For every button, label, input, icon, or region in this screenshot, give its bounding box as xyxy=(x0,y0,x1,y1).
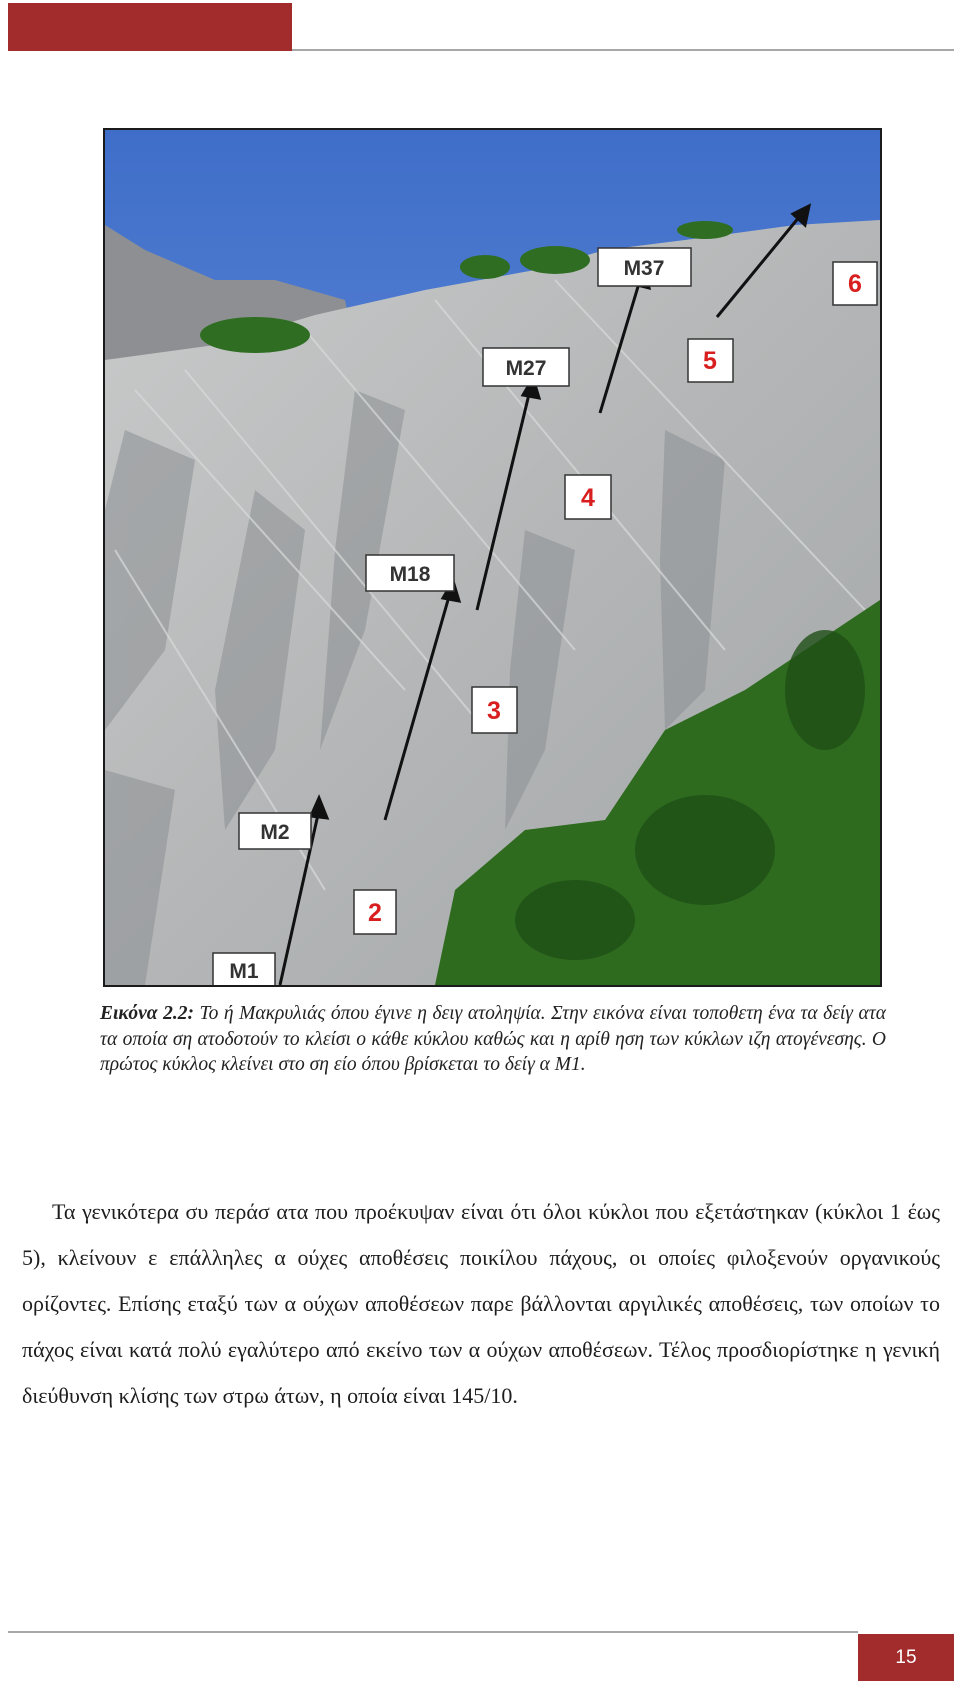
cycle-6: 6 xyxy=(848,270,862,298)
caption-label: Εικόνα 2.2: xyxy=(100,1003,194,1024)
figure-caption xyxy=(100,1001,886,1078)
label-m37: M37 xyxy=(623,257,665,280)
body-paragraph: Τα γενικότερα συ περάσ ατα που προέκυψαν είναι ότι όλοι κύκλοι που εξετάστηκαν (κύκλοι 1 έως 5), κλείνουν ε επάλληλες α ούχες αποθέσεις ποικίλου πάχους, οι οποίες φιλοξενούν οργανικούς ορίζοντες. Επίσης εταξύ των α ούχων αποθέσεων παρε βάλλονται αργιλικές αποθέσεις, των οποίων το πάχος είναι κατά πολύ εγαλύτερο από εκείνο των α ούχων αποθέσεων. Τέλος προσδιορίστηκε η γενική διεύθυνση κλίσης των στρω άτων, η οποία είναι 145/10. xyxy=(22,1199,940,1408)
cycle-4: 4 xyxy=(581,484,595,512)
label-m2: M2 xyxy=(260,821,290,844)
label-m1: M1 xyxy=(229,960,259,983)
label-m27: M27 xyxy=(505,357,547,380)
header-rule xyxy=(292,49,954,51)
cycle-2: 2 xyxy=(368,899,382,927)
caption-text: Το ή Μακρυλιάς όπου έγινε η δειγ ατοληψία. Στην εικόνα είναι τοποθετη ένα τα δείγ ατα τα οποία ση ατοδοτούν το κλείσι ο κάθε κύκλου καθώς και η αρίθ ηση των κύκλων ιζη ατογένεσης. Ο πρώτος κύκλος κλείνει στο ση είο όπου βρίσκεται το δείγ α Μ1. xyxy=(100,1003,886,1075)
cliff-photo-illustration xyxy=(105,130,880,985)
cycle-5: 5 xyxy=(703,347,717,375)
header-accent-bar xyxy=(8,3,292,51)
cliff-photo xyxy=(103,128,882,987)
label-m18: M18 xyxy=(389,563,431,586)
footer-rule xyxy=(8,1631,858,1633)
page-number: 15 xyxy=(858,1634,954,1681)
body-text xyxy=(22,1189,940,1419)
cycle-3: 3 xyxy=(487,697,501,725)
